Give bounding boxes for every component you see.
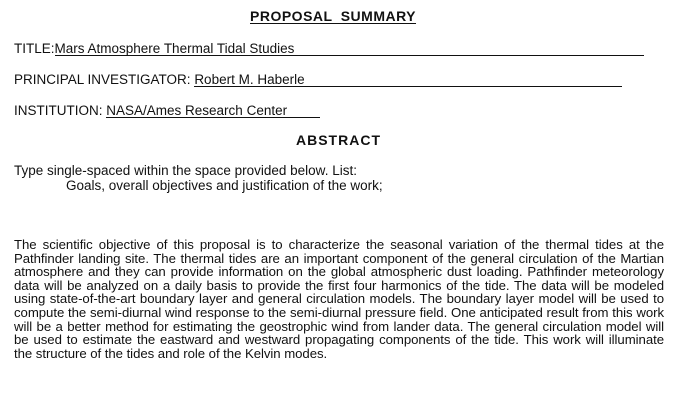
principal-investigator-value: Robert M. Haberle xyxy=(194,73,622,87)
title-value: Mars Atmosphere Thermal Tidal Studies xyxy=(55,42,644,56)
instructions-line-2: Goals, overall objectives and justification of the work; xyxy=(66,178,383,193)
instructions xyxy=(14,163,383,193)
title-field xyxy=(14,41,644,56)
abstract-body: The scientific objective of this proposal is to characterize the seasonal variation of the thermal tides at the Pathfinder landing site. The thermal tides are an important component of the general circulation of the Martian atmosphere and they can provide information on the global atmospheric dust loading. Pathfinder meteorology data will be analyzed on a daily basis to provide the first four harmonics of the tide. The data will be modeled using state-of-the-art boundary layer and general circulation models. The boundary layer model will be used to compute the semi-diurnal wind response to the semi-diurnal pressure field. One anticipated result from this work will be a better method for estimating the geostrophic wind from lander data. The general circulation model will be used to estimate the eastward and westward propagating components of the tide. This work will illuminate the structure of the tides and role of the Kelvin modes. xyxy=(14,237,664,361)
principal-investigator-field xyxy=(14,72,622,87)
institution-value: NASA/Ames Research Center xyxy=(106,104,320,118)
title-label: TITLE: xyxy=(14,41,55,56)
page-title: PROPOSAL SUMMARY xyxy=(250,8,417,24)
principal-investigator-label: PRINCIPAL INVESTIGATOR: xyxy=(14,72,191,87)
institution-field xyxy=(14,103,320,118)
institution-label: INSTITUTION: xyxy=(14,103,103,118)
abstract-heading: ABSTRACT xyxy=(296,132,381,148)
instructions-line-1: Type single-spaced within the space provided below. List: xyxy=(14,163,357,178)
